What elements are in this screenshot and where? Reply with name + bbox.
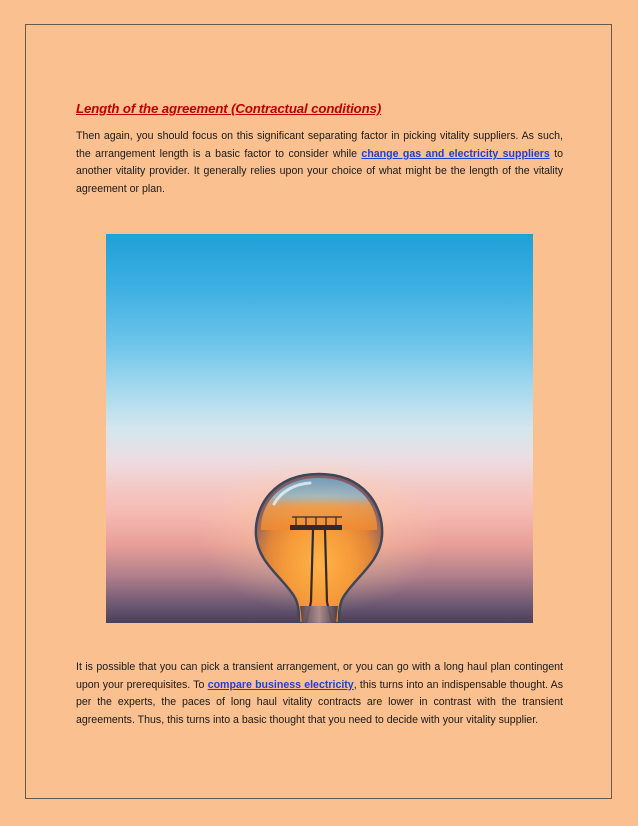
bulb-base [300,606,338,623]
light-bulb-illustration [106,234,533,623]
paragraph-text: Then again, you should focus on this significant separating factor in picking vitality suppliers. As such, the arrangement length is a basic factor to consider while [76,130,563,160]
paragraph-text: , this turns into an indispensable thought. As per the experts, the paces of long haul vitality contracts are lower in contrast with the transient agreements. Thus, this turns into a basic thought that you need to decide with your vitality supplier. [76,678,563,726]
change-suppliers-link[interactable]: change gas and electricity suppliers [361,147,550,160]
paragraph-contract-length [76,128,563,198]
compare-business-electricity-link[interactable]: compare business electricity [207,678,354,691]
paragraph-transient-arrangement [76,659,563,729]
paragraph-text: to another vitality provider. It generally relies upon your choice of what might be the length of the vitality agreement or plan. [76,147,563,195]
light-bulb-photo [106,234,533,623]
section-heading: Length of the agreement (Contractual conditions) [76,101,382,116]
paragraph-text: It is possible that you can pick a transient arrangement, or you can go with a long haul plan contingent upon your prerequisites. To [76,661,563,691]
